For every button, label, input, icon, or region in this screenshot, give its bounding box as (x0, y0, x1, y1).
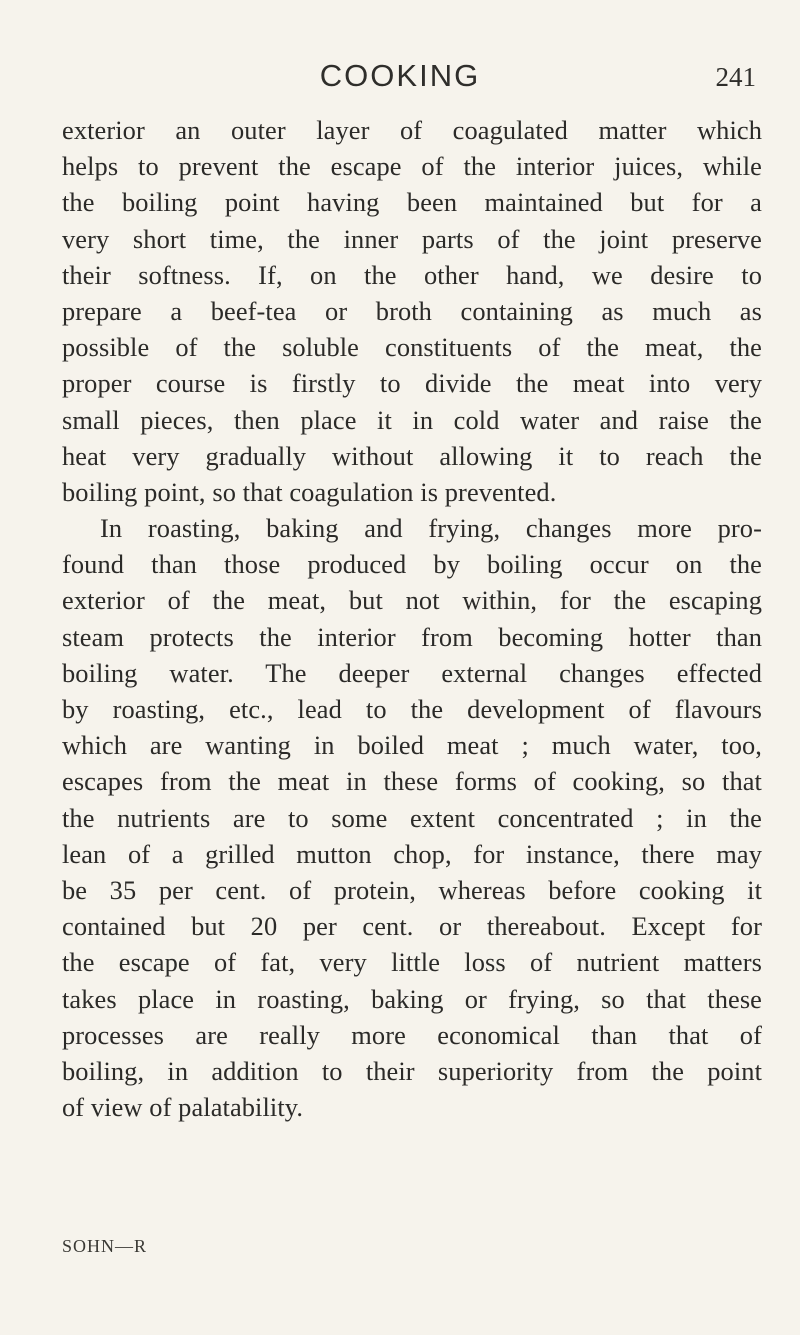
text-line: be 35 per cent. of protein, whereas before cooking it (62, 874, 762, 905)
text-line: the nutrients are to some extent concentrated ; in the (62, 802, 762, 833)
paragraph-last-line: of view of palatability. (62, 1092, 304, 1123)
text-line: prepare a beef-tea or broth containing as much as (62, 295, 762, 326)
running-title: COOKING (319, 58, 481, 93)
text-line: the boiling point having been maintained but for a (62, 187, 762, 218)
text-line: possible of the soluble constituents of the meat, the (62, 332, 762, 363)
text-line: boiling, in addition to their superiority from the point (62, 1055, 762, 1086)
text-line: exterior an outer layer of coagulated matter which (62, 115, 762, 145)
signature-mark: SOHN—R (62, 1236, 148, 1256)
text-line: proper course is firstly to divide the meat into very (62, 368, 762, 399)
text-line: contained but 20 per cent. or thereabout. Except for (62, 911, 762, 942)
text-line: exterior of the meat, but not within, for the escaping (62, 585, 762, 616)
text-line: small pieces, then place it in cold water and raise the (62, 404, 762, 435)
text-line: boiling water. The deeper external changes effected (62, 657, 762, 688)
text-line: by roasting, etc., lead to the development of flavours (62, 694, 762, 724)
text-line: which are wanting in boiled meat ; much water, too, (62, 730, 762, 761)
text-line: processes are really more economical than that of (62, 1019, 762, 1050)
text-line: escapes from the meat in these forms of cooking, so that (62, 766, 762, 797)
text-line: steam protects the interior from becoming hotter than (62, 621, 762, 652)
text-line: the escape of fat, very little loss of nutrient matters (62, 947, 762, 978)
text-line: takes place in roasting, baking or frying, so that these (62, 983, 762, 1014)
page-number: 241 (715, 62, 756, 92)
text-line: very short time, the inner parts of the joint preserve (62, 223, 762, 254)
text-line: lean of a grilled mutton chop, for instance, there may (62, 838, 762, 869)
text-line: their softness. If, on the other hand, we desire to (62, 259, 762, 290)
paragraph-last-line: boiling point, so that coagulation is prevented. (62, 476, 557, 507)
text-line: heat very gradually without allowing it to reach the (62, 440, 762, 471)
paragraph-first-line: In roasting, baking and frying, changes more pro- (100, 513, 762, 544)
text-line: found than those produced by boiling occur on the (62, 549, 762, 580)
text-line: helps to prevent the escape of the interior juices, while (62, 151, 762, 182)
running-head (0, 58, 800, 98)
body-text (62, 112, 762, 1125)
